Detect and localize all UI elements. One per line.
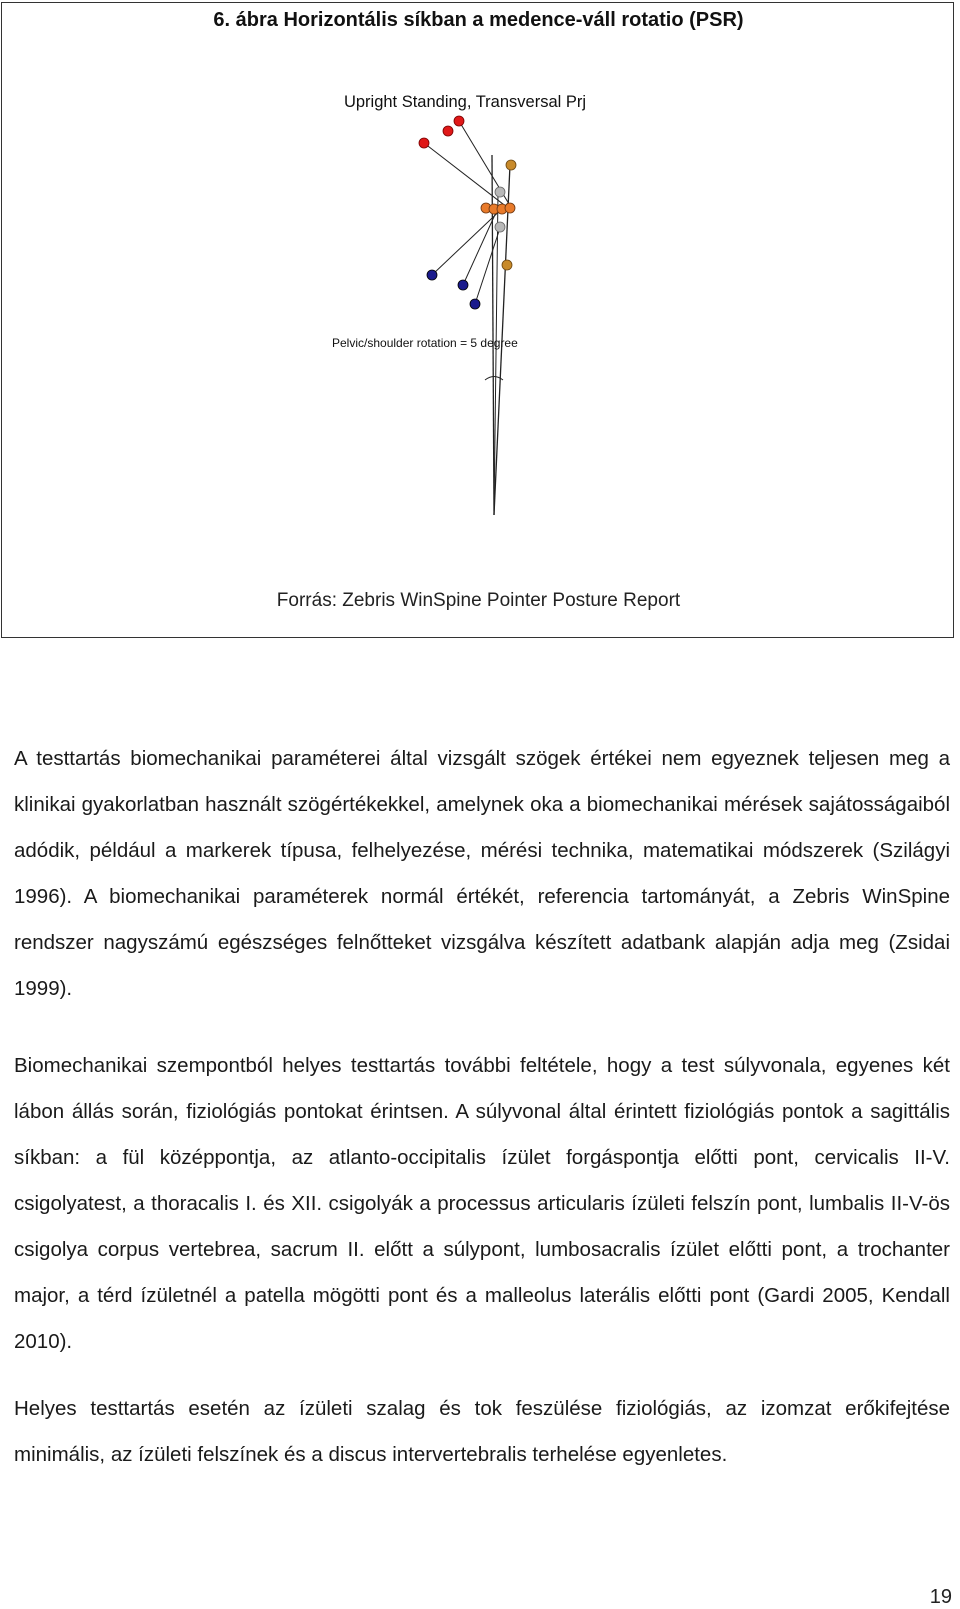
body-paragraph-1: A testtartás biomechanikai paraméterei által vizsgált szögek értékei nem egyeznek teljesen meg a klinikai gyakorlatban használt szögértékekkel, amelynek oka a biomechanikai mérések sajátosságaiból adódik, például a markerek típusa, felhelyezése, mérési technika, matematikai módszerek (Szilágyi 1996). A biomechanikai paraméterek normál értékét, referencia tartományát, a Zebris WinSpine rendszer nagyszámú egészséges felnőtteket vizsgálva készített adatbank alapján adja meg (Zsidai 1999). bbox=[14, 747, 950, 1000]
marker-dot-icon bbox=[454, 116, 464, 126]
figure-frame bbox=[1, 2, 954, 638]
plot-title: Upright Standing, Transversal Prj bbox=[343, 93, 587, 111]
posture-plot bbox=[2, 3, 955, 639]
marker-dot-icon bbox=[419, 138, 429, 148]
marker-dot-icon bbox=[495, 187, 505, 197]
shoulder-line bbox=[424, 143, 512, 211]
marker-dot-icon bbox=[470, 299, 480, 309]
marker-dot-icon bbox=[505, 203, 515, 213]
marker-dot-icon bbox=[427, 270, 437, 280]
rotation-annotation: Pelvic/shoulder rotation = 5 degree bbox=[332, 336, 518, 350]
page-number: 19 bbox=[929, 1586, 952, 1608]
marker-dot-icon bbox=[458, 280, 468, 290]
figure-caption: 6. ábra Horizontális síkban a medence-váll rotatio (PSR) bbox=[213, 9, 744, 31]
marker-dot-icon bbox=[495, 222, 505, 232]
marker-dot-icon bbox=[506, 160, 516, 170]
marker-dot-icon bbox=[502, 260, 512, 270]
figure-source: Forrás: Zebris WinSpine Pointer Posture Report bbox=[276, 590, 681, 611]
body-paragraph-3: Helyes testtartás esetén az ízületi szalag és tok feszülése fiziológiás, az izomzat erőkifejtése minimális, az ízületi felszínek és a discus intervertebralis terhelése egyenletes. bbox=[14, 1397, 950, 1466]
marker-dot-icon bbox=[443, 126, 453, 136]
shoulder-line-2 bbox=[459, 121, 512, 209]
body-paragraph-2: Biomechanikai szempontból helyes testtartás további feltétele, hogy a test súlyvonala, egyenes két lábon állás során, fiziológiás pontokat érintsen. A súlyvonal által érintett fiziológiás pontok a sagittális síkban: a fül középpontja, az atlanto-occipitalis ízület forgáspontja előtti pont, cervicalis II-V. csigolyatest, a thoracalis I. és XII. csigolyák a processus articularis ízületi felszín pont, lumbalis II-V-ös csigolya corpus vertebrea, sacrum II. előtt a súlypont, lumbosacralis ízület előtti pont, a trochanter major, a térd ízületnél a patella mögötti pont és a malleolus laterális előtti pont (Gardi 2005, Kendall 2010). bbox=[14, 1054, 950, 1353]
